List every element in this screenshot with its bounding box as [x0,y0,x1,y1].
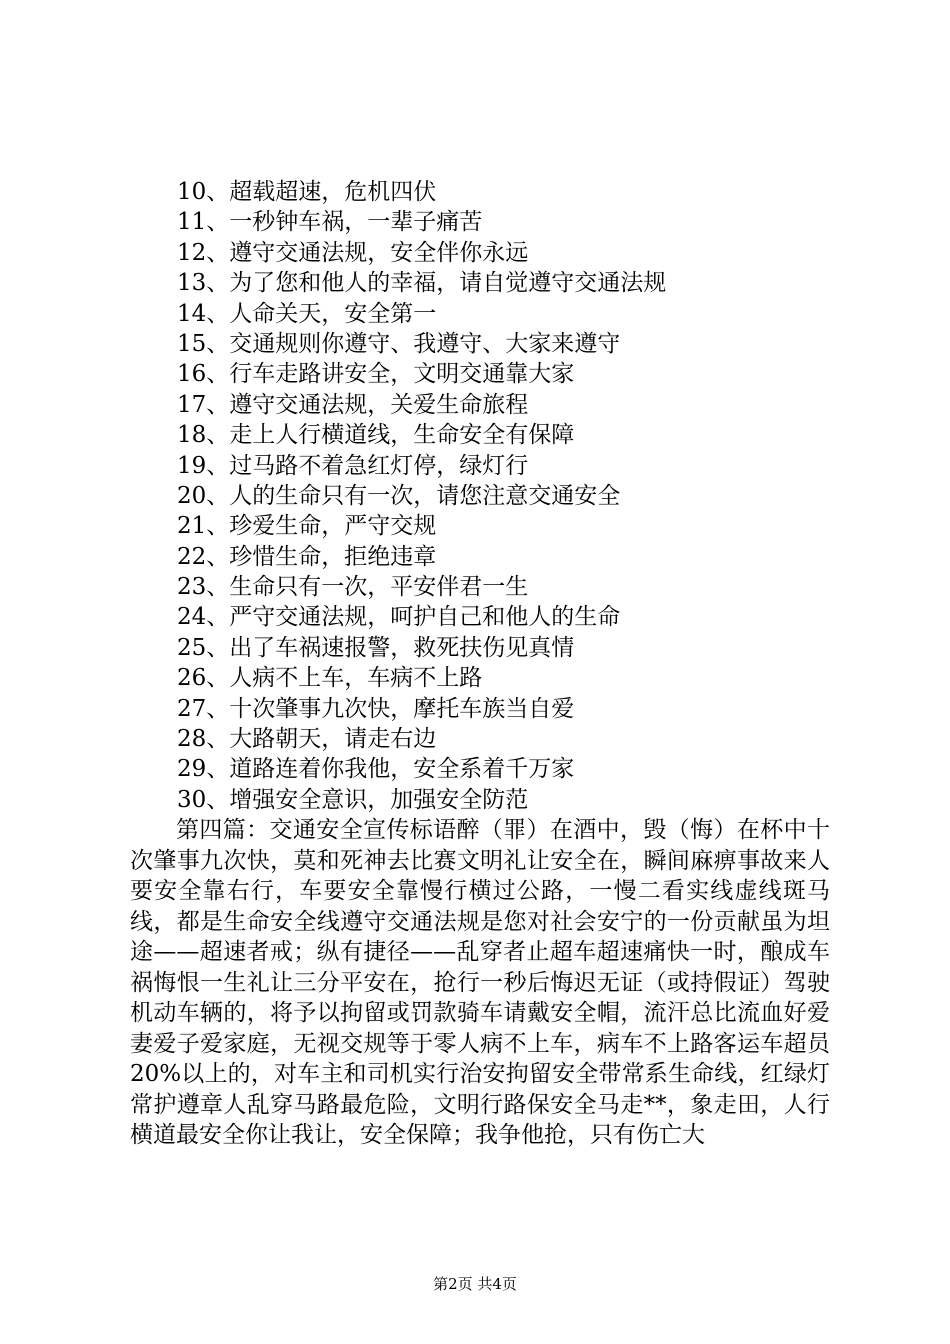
slogan-item: 13、为了您和他人的幸福，请自觉遵守交通法规 [177,270,667,297]
slogan-item: 15、交通规则你遵守、我遵守、大家来遵守 [177,330,621,357]
section-four-paragraph: 第四篇：交通安全宣传标语醉（罪）在酒中，毁（悔）在杯中十次肇事九次快，莫和死神去比赛文明礼让安全在，瞬间麻痹事故来人要安全靠右行，车要安全靠慢行横过公路，一慢二看实线虚线斑马线，都是生命安全线遵守交通法规是您对社会安宁的一份贡献虽为坦途——超速者戒；纵有捷径——乱穿者止超车超速痛快一时，酿成车祸悔恨一生礼让三分平安在，抢行一秒后悔迟无证（或持假证）驾驶机动车辆的，将予以拘留或罚款骑车请戴安全帽，流汗总比流血好爱妻爱子爱家庭，无视交规等于零人病不上车，病车不上路客运车超员20%以上的，对车主和司机实行治安拘留安全带常系生命线，红绿灯常护遵章人乱穿马路最危险，文明行路保安全马走**，象走田，人行横道最安全你让我让，安全保障；我争他抢，只有伤亡大 [130,817,830,1148]
slogan-item: 27、十次肇事九次快，摩托车族当自爱 [177,695,575,722]
slogan-item: 19、过马路不着急红灯停，绿灯行 [177,452,529,479]
slogan-item: 12、遵守交通法规，安全伴你永远 [177,239,529,266]
slogan-item: 16、行车走路讲安全，文明交通靠大家 [177,361,575,388]
page-footer: 第2页 共4页 [433,1275,517,1293]
slogan-item: 20、人的生命只有一次，请您注意交通安全 [177,482,621,509]
slogan-item: 21、珍爱生命，严守交规 [177,513,437,540]
slogan-item: 18、走上人行横道线，生命安全有保障 [177,422,575,449]
slogan-item: 11、一秒钟车祸，一辈子痛苦 [177,209,483,236]
slogan-item: 23、生命只有一次，平安伴君一生 [177,574,529,601]
slogan-item: 24、严守交通法规，呵护自己和他人的生命 [177,604,621,631]
slogan-item: 28、大路朝天，请走右边 [177,726,437,753]
slogan-item: 22、珍惜生命，拒绝违章 [177,543,437,570]
slogan-item: 29、道路连着你我他，安全系着千万家 [177,756,575,783]
slogan-item: 25、出了车祸速报警，救死扶伤见真情 [177,634,575,661]
slogan-item: 10、超载超速，危机四伏 [177,179,437,205]
slogan-item: 30、增强安全意识，加强安全防范 [177,786,529,813]
slogan-item: 17、遵守交通法规，关爱生命旅程 [177,391,529,418]
slogan-list [177,177,666,815]
slogan-item: 26、人病不上车，车病不上路 [177,665,483,692]
slogan-item: 14、人命关天，安全第一 [177,300,437,327]
